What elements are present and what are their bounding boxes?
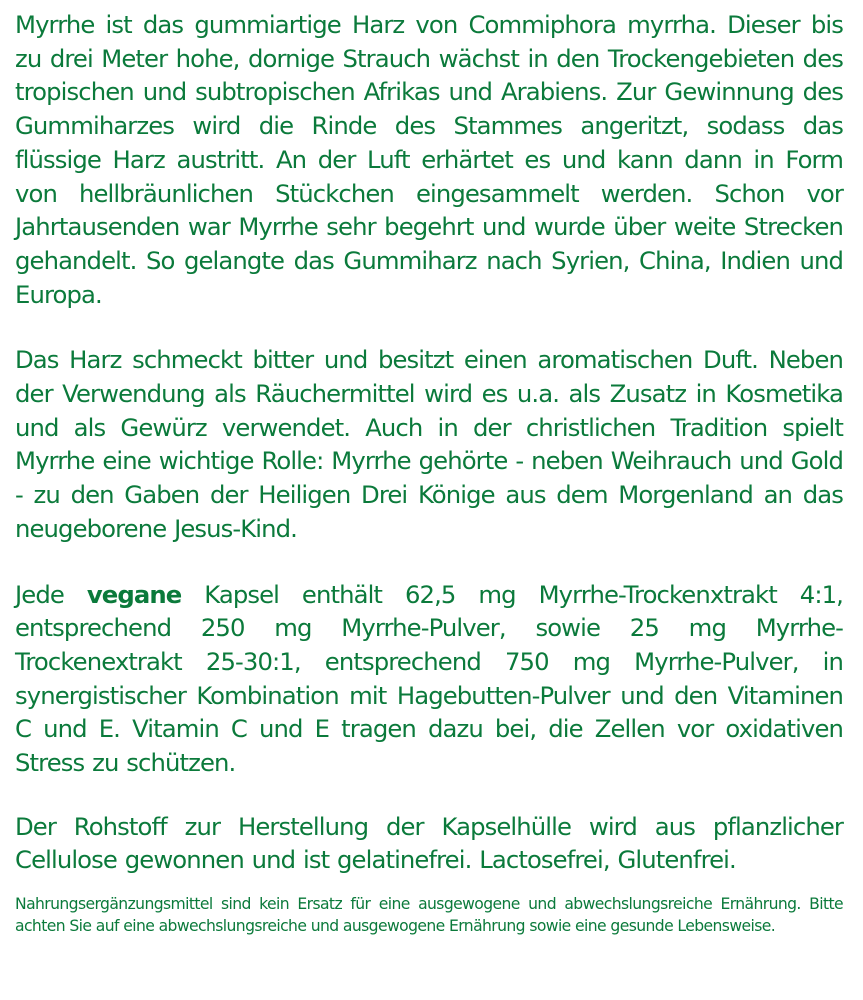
paragraph-capsule-contents [15,578,843,780]
capsule-text-start: Jede [15,579,87,609]
vegan-emphasis: vegane [86,579,182,609]
paragraph-capsule-shell: Der Rohstoff zur Herstellung der Kapselhülle wird aus pflanzlicher Cellulose gewonnen und ist gelatinefrei. Lactosefrei, Glutenfrei. [15,811,843,875]
product-description [15,8,843,938]
supplement-disclaimer: Nahrungsergänzungsmittel sind kein Ersatz für eine ausgewogene und abwechslungsreiche Ernährung. Bitte achten Sie auf eine abwechslungsreiche und ausgewogene Ernährung sowie eine gesunde Lebensweise. [15,895,843,936]
paragraph-myrrh-usage: Das Harz schmeckt bitter und besitzt einen aromatischen Duft. Neben der Verwendung als Räuchermittel wird es u.a. als Zusatz in Kosmetika und als Gewürz verwendet. Auch in der christlichen Tradition spielt Myrrhe eine wichtige Rolle: Myrrhe gehörte - neben Weihrauch und Gold - zu den Gaben der Heiligen Drei Könige aus dem Morgenland an das neugeborene Jesus-Kind. [15,345,843,543]
paragraph-myrrh-origin: Myrrhe ist das gummiartige Harz von Commiphora myrrha. Dieser bis zu drei Meter hohe, dornige Strauch wächst in den Trockengebieten des tropischen und subtropischen Afrikas und Arabiens. Zur Gewinnung des Gummiharzes wird die Rinde des Stammes angeritzt, sodass das flüssige Harz austritt. An der Luft erhärtet es und kann dann in Form von hellbräunlichen Stückchen eingesammelt werden. Schon vor Jahrtausenden war Myrrhe sehr begehrt und wurde über weite Strecken gehandelt. So gelangte das Gummiharz nach Syrien, China, Indien und Europa. [15,10,843,309]
capsule-text-rest: Kapsel enthält 62,5 mg Myrrhe-Trockenxtrakt 4:1, entsprechend 250 mg Myrrhe-Pulver, sowie 25 mg Myrrhe-Trockenextrakt 25-30:1, entsprechend 750 mg Myrrhe-Pulver, in synergistischer Kombination mit Hagebutten-Pulver und den Vitaminen C und E. Vitamin C und E tragen dazu bei, die Zellen vor oxidativen Stress zu schützen. [15,579,843,778]
